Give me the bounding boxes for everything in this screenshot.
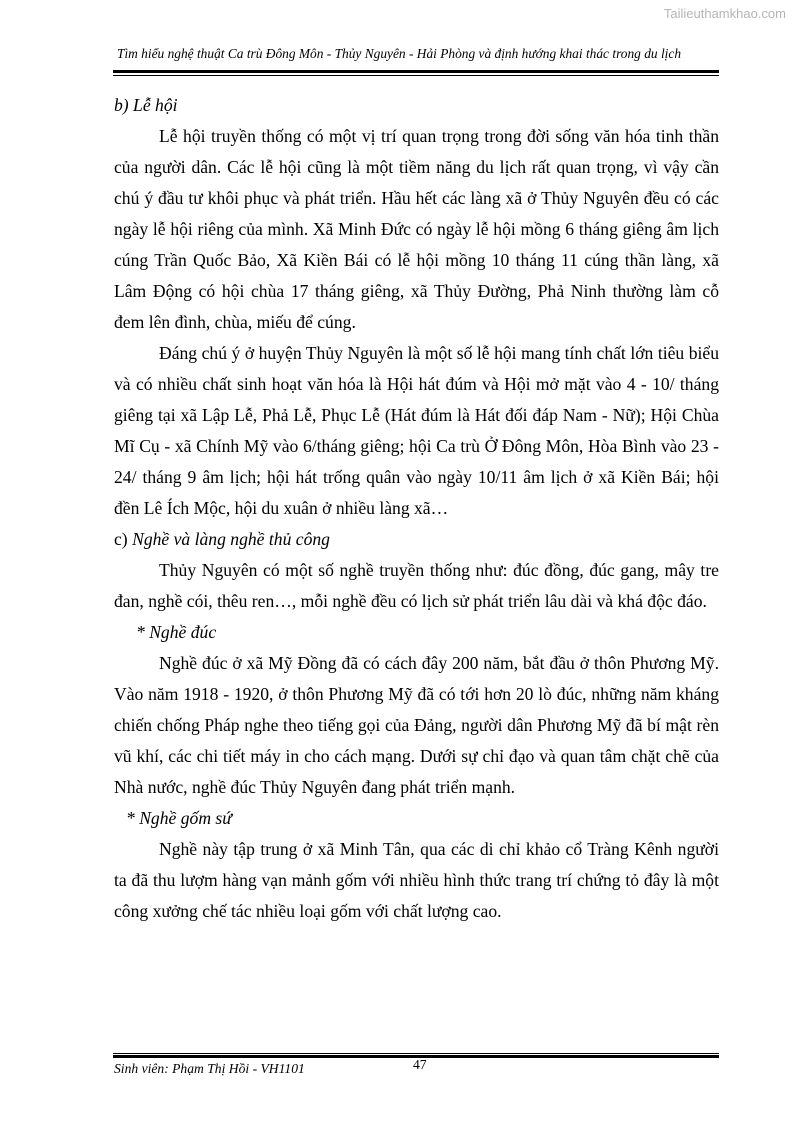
- section-b-heading: b) Lễ hội: [114, 95, 178, 115]
- subheading-nghe-gom-su: * Nghề gốm sứ: [126, 808, 232, 828]
- header-title: Tìm hiểu nghệ thuật Ca trù Đông Môn - Thủy Nguyên - Hải Phòng và định hướng khai thác trong du lịch: [117, 46, 682, 61]
- paragraph-le-hoi-noted: Đáng chú ý ở huyện Thủy Nguyên là một số lễ hội mang tính chất lớn tiêu biểu và có nhiều chất sinh hoạt văn hóa là Hội hát đúm và Hội mở mặt vào 4 - 10/ tháng giêng tại xã Lập Lễ, Phả Lễ, Phục Lễ (Hát đúm là Hát đối đáp Nam - Nữ); Hội Chùa Mĩ Cụ - xã Chính Mỹ vào 6/tháng giêng; hội Ca trù Ở Đông Môn, Hòa Bình vào 23 - 24/ tháng 9 âm lịch; hội hát trống quân vào ngày 10/11 âm lịch ở xã Kiền Bái; hội đền Lê Ích Mộc, hội du xuân ở nhiều làng xã…: [114, 343, 719, 518]
- paragraph-nghe-gom-su: Nghề này tập trung ở xã Minh Tân, qua các di chỉ khảo cổ Tràng Kênh người ta đã thu lượm hàng vạn mảnh gốm với nhiều hình thức trang trí chứng tỏ đây là một công xưởng chế tác nhiều loại gốm với chất lượng cao.: [114, 839, 719, 921]
- footer-rule-thin: [113, 1053, 719, 1054]
- subheading-nghe-duc: * Nghề đúc: [136, 622, 217, 642]
- page-content: [114, 90, 719, 927]
- header-rule-thin: [113, 75, 719, 76]
- paragraph-le-hoi: Lễ hội truyền thống có một vị trí quan trọng trong đời sống văn hóa tinh thần của người dân. Các lễ hội cũng là một tiềm năng du lịch rất quan trọng, vì vậy cần chú ý đầu tư khôi phục và phát triển. Hầu hết các làng xã ở Thủy Nguyên đều có các ngày lễ hội riêng của mình. Xã Minh Đức có ngày lễ hội mồng 6 tháng giêng âm lịch cúng Trần Quốc Bảo, Xã Kiền Bái có lễ hội mồng 10 tháng 11 cúng thần làng, xã Lâm Động có hội chùa 17 tháng giêng, xã Thủy Đường, Phả Ninh thường làm cỗ đem lên đình, chùa, miếu để cúng.: [114, 126, 719, 332]
- section-c-prefix: c): [114, 529, 133, 549]
- section-c-heading-line: [114, 524, 719, 555]
- page-number: 47: [413, 1057, 427, 1072]
- paragraph-nghe-truyen-thong: Thủy Nguyên có một số nghề truyền thống như: đúc đồng, đúc gang, mây tre đan, nghề cói, thêu ren…, mỗi nghề đều có lịch sử phát triển lâu dài và khá độc đáo.: [114, 560, 719, 611]
- section-c-heading: Nghề và làng nghề thủ công: [132, 529, 330, 549]
- paragraph-nghe-duc: Nghề đúc ở xã Mỹ Đồng đã có cách đây 200 năm, bắt đầu ở thôn Phương Mỹ. Vào năm 1918 - 1920, ở thôn Phương Mỹ đã có tới hơn 20 lò đúc, những năm kháng chiến chống Pháp nghe theo tiếng gọi của Đảng, người dân Phương Mỹ đã bí mật rèn vũ khí, các chi tiết máy in cho cách mạng. Dưới sự chỉ đạo và quan tâm chặt chẽ của Nhà nước, nghề đúc Thủy Nguyên đang phát triển mạnh.: [114, 653, 719, 797]
- watermark: Tailieuthamkhao.com: [663, 6, 786, 21]
- header-rule-thick: [113, 70, 719, 73]
- footer-student: Sinh viên: Phạm Thị Hồi - VH1101: [114, 1061, 305, 1076]
